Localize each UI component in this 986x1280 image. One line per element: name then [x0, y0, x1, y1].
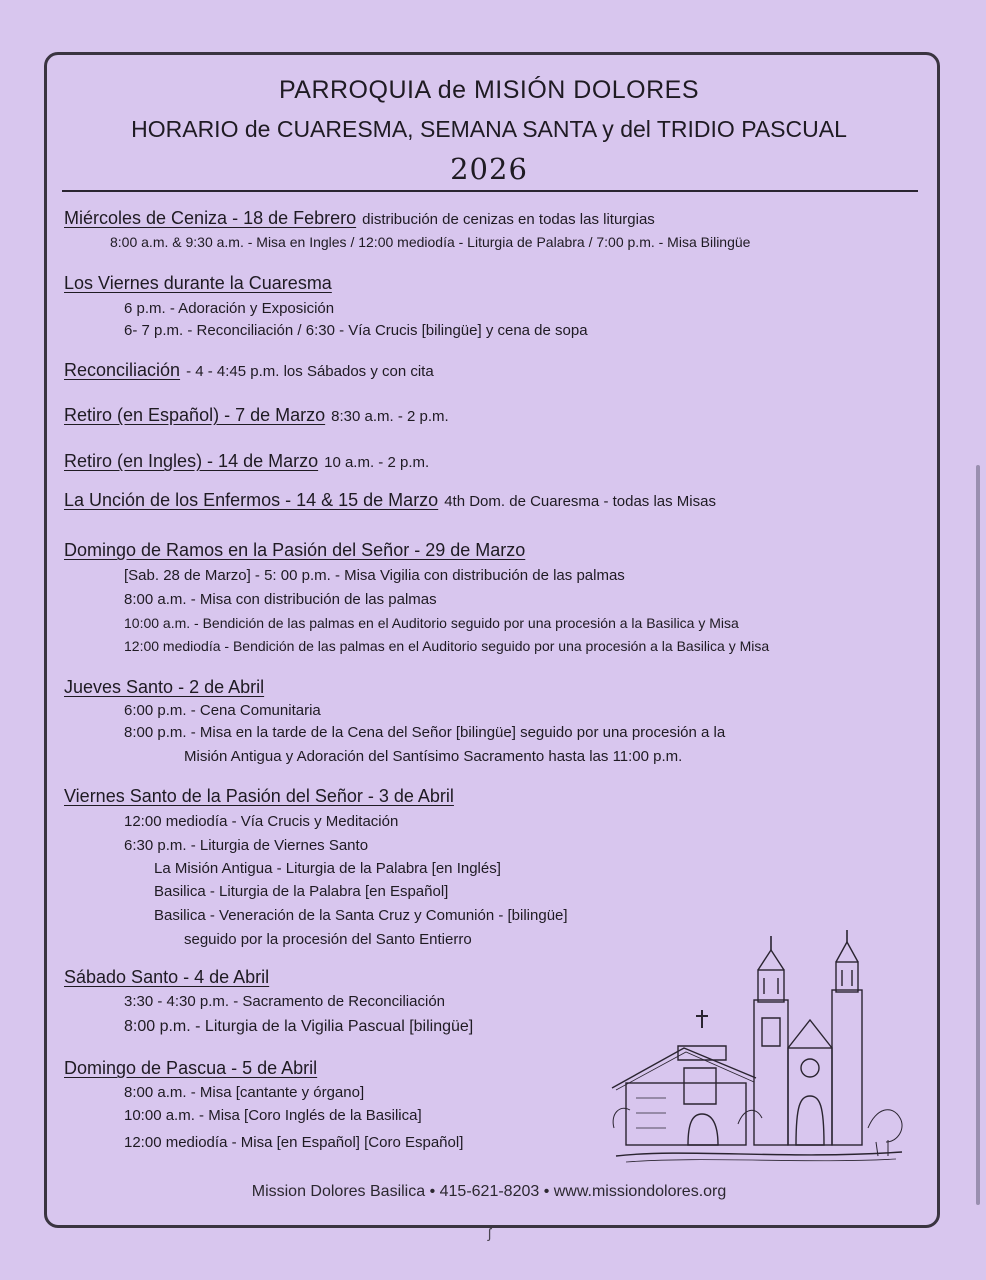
section-domingo-ramos [64, 540, 926, 561]
mission-church-illustration [606, 928, 908, 1164]
section-title: Domingo de Pascua - 5 de Abril [64, 1058, 318, 1078]
schedule-line: Basilica - Liturgia de la Palabra [en Español] [154, 883, 449, 900]
section-note: 10 a.m. - 2 p.m. [324, 454, 430, 471]
section-retiro-ingles [64, 451, 926, 472]
header-divider [62, 190, 918, 192]
schedule-line: Basilica - Veneración de la Santa Cruz y Comunión - [bilingüe] [154, 907, 568, 924]
section-reconciliacion [64, 360, 926, 381]
section-viernes-santo [64, 786, 926, 807]
schedule-line: 10:00 a.m. - Bendición de las palmas en el Auditorio seguido por una procesión a la Basilica y Misa [124, 615, 739, 631]
section-title: Domingo de Ramos en la Pasión del Señor - 29 de Marzo [64, 540, 526, 560]
schedule-line: 6:30 p.m. - Liturgia de Viernes Santo [124, 837, 369, 854]
section-title: Retiro (en Español) - 7 de Marzo [64, 405, 326, 425]
section-jueves-santo [64, 677, 926, 698]
section-uncion-enfermos [64, 490, 926, 511]
schedule-year: 2026 [450, 152, 528, 186]
schedule-line: Misión Antigua y Adoración del Santísimo Sacramento hasta las 11:00 p.m. [184, 748, 683, 765]
section-title: Los Viernes durante la Cuaresma [64, 273, 332, 293]
section-retiro-espanol [64, 405, 926, 426]
section-note: 4th Dom. de Cuaresma - todas las Misas [444, 493, 716, 510]
scrollbar[interactable] [976, 465, 980, 1205]
section-title: La Unción de los Enfermos - 14 & 15 de Marzo [64, 490, 439, 510]
schedule-line: 8:00 p.m. - Misa en la tarde de la Cena del Señor [bilingüe] seguido por una procesión a la [124, 724, 726, 741]
schedule-line: 8:00 a.m. - Misa [cantante y órgano] [124, 1084, 365, 1101]
section-note: 8:30 a.m. - 2 p.m. [331, 408, 449, 425]
page-fold-mark: ʃ [488, 1225, 492, 1241]
section-title: Reconciliación [64, 360, 181, 380]
schedule-line: 12:00 mediodía - Vía Crucis y Meditación [124, 813, 399, 830]
schedule-line: 12:00 mediodía - Misa [en Español] [Coro Español] [124, 1134, 464, 1151]
schedule-line: 6 p.m. - Adoración y Exposición [124, 300, 335, 317]
section-title: Sábado Santo - 4 de Abril [64, 967, 270, 987]
schedule-line: 6:00 p.m. - Cena Comunitaria [124, 702, 321, 719]
contact-footer: Mission Dolores Basilica • 415-621-8203 • www.missiondolores.org [251, 1183, 727, 1200]
section-title: Miércoles de Ceniza - 18 de Febrero [64, 208, 357, 228]
schedule-line: 8:00 p.m. - Liturgia de la Vigilia Pascual [bilingüe] [124, 1018, 474, 1035]
parish-title: PARROQUIA de MISIÓN DOLORES [278, 76, 700, 104]
section-title: Viernes Santo de la Pasión del Señor - 3 de Abril [64, 786, 454, 806]
schedule-line: seguido por la procesión del Santo Entierro [184, 931, 472, 948]
section-viernes-cuaresma [64, 273, 926, 294]
schedule-line: 12:00 mediodía - Bendición de las palmas en el Auditorio seguido por una procesión a la Basilica y Misa [124, 638, 770, 654]
schedule-line: 8:00 a.m. - Misa con distribución de las palmas [124, 591, 437, 608]
schedule-line: 6- 7 p.m. - Reconciliación / 6:30 - Vía Crucis [bilingüe] y cena de sopa [124, 322, 588, 339]
section-ceniza [64, 208, 926, 229]
schedule-line: [Sab. 28 de Marzo] - 5: 00 p.m. - Misa Vigilia con distribución de las palmas [124, 567, 625, 584]
section-title: Retiro (en Ingles) - 14 de Marzo [64, 451, 319, 471]
schedule-line: 8:00 a.m. & 9:30 a.m. - Misa en Ingles / 12:00 mediodía - Liturgia de Palabra / 7:00 p.m. - Misa Bilingüe [110, 234, 751, 250]
schedule-subtitle: HORARIO de CUARESMA, SEMANA SANTA y del TRIDIO PASCUAL [131, 116, 847, 142]
schedule-line: 10:00 a.m. - Misa [Coro Inglés de la Basilica] [124, 1107, 422, 1124]
section-note: - 4 - 4:45 p.m. los Sábados y con cita [186, 363, 434, 380]
section-note: distribución de cenizas en todas las liturgias [362, 211, 655, 228]
schedule-line: La Misión Antigua - Liturgia de la Palabra [en Inglés] [154, 860, 501, 877]
schedule-line: 3:30 - 4:30 p.m. - Sacramento de Reconciliación [124, 993, 445, 1010]
section-title: Jueves Santo - 2 de Abril [64, 677, 265, 697]
